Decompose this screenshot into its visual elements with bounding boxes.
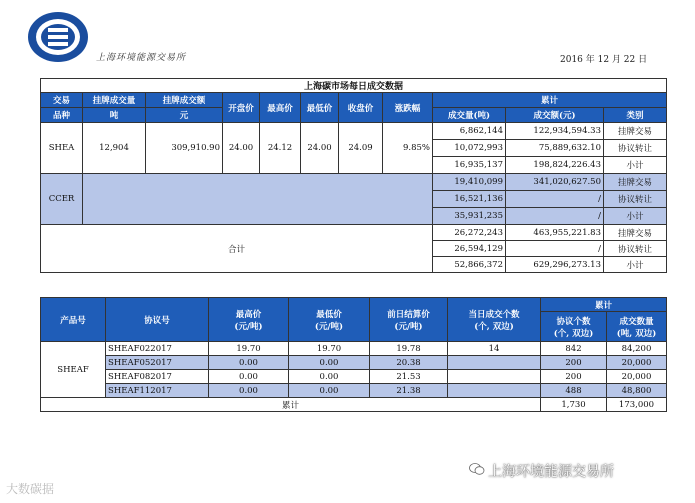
shea-low: 24.00 [301,123,339,174]
total-amount-2: 629,296,273.13 [506,257,604,273]
col-contract-count: 协议个数 (个, 双边) [541,312,607,342]
shea-amount-1: 75,889,632.10 [506,140,604,157]
ccer-category-0: 挂牌交易 [604,174,667,191]
shea-amount-2: 198,824,226.43 [506,157,604,174]
forward-contract-table [40,297,667,412]
shea-category-0: 挂牌交易 [604,123,667,140]
count-1: 200 [541,356,607,370]
col-contract-no: 协议号 [106,298,209,342]
high-0: 19.70 [209,342,289,356]
shea-listed-volume: 12,904 [83,123,146,174]
col-low-price: 最低价 (元/吨) [289,298,370,342]
deals-2 [448,370,541,384]
ccer-amount-2: / [506,208,604,225]
col-cum-volume: 成交量(吨) [433,108,506,123]
col-settle-price: 前日结算价 (元/吨) [370,298,448,342]
logo-text: 上海环境能源交易所 [96,53,187,63]
col-listed-amount: 挂牌成交额 [146,93,223,108]
col-high: 最高价 [260,93,301,123]
volume-3: 48,800 [607,384,667,398]
sum-label: 累计 [41,398,541,412]
col-product-2: 品种 [41,108,83,123]
shea-name: SHEA [41,123,83,174]
low-1: 0.00 [289,356,370,370]
shea-close: 24.09 [339,123,383,174]
low-0: 19.70 [289,342,370,356]
exchange-logo-icon [22,8,94,66]
col-open: 开盘价 [223,93,260,123]
shea-volume-0: 6,862,144 [433,123,506,140]
shea-category-2: 小计 [604,157,667,174]
ccer-amount-1: / [506,191,604,208]
count-3: 488 [541,384,607,398]
contract-0: SHEAF022017 [106,342,209,356]
shea-category-1: 协议转让 [604,140,667,157]
total-volume-2: 52,866,372 [433,257,506,273]
col-daily-deals: 当日成交个数 (个, 双边) [448,298,541,342]
total-amount-1: / [506,241,604,257]
report-date: 2016 年 12 月 22 日 [560,55,648,65]
volume-2: 20,000 [607,370,667,384]
unit-amount: 元 [146,108,223,123]
total-category-1: 协议转让 [604,241,667,257]
deals-0: 14 [448,342,541,356]
sum-volume: 173,000 [607,398,667,412]
col-cumulative-2: 累计 [541,298,667,312]
shea-amount-0: 122,934,594.33 [506,123,604,140]
watermark-left: 大数碳据 [6,482,55,496]
contract-2: SHEAF082017 [106,370,209,384]
col-close: 收盘价 [339,93,383,123]
shea-volume-1: 10,072,993 [433,140,506,157]
shea-high: 24.12 [260,123,301,174]
shea-open: 24.00 [223,123,260,174]
col-listed-volume: 挂牌成交量 [83,93,146,108]
watermark-right: 上海环境能源交易所 [488,464,614,480]
unit-volume: 吨 [83,108,146,123]
col-cum-amount: 成交额(元) [506,108,604,123]
daily-trading-table [40,78,667,273]
total-volume-1: 26,594,129 [433,241,506,257]
volume-1: 20,000 [607,356,667,370]
ccer-volume-1: 16,521,136 [433,191,506,208]
deals-3 [448,384,541,398]
shea-volume-2: 16,935,137 [433,157,506,174]
low-3: 0.00 [289,384,370,398]
col-high-price: 最高价 (元/吨) [209,298,289,342]
col-change: 涨跌幅 [383,93,433,123]
contract-1: SHEAF052017 [106,356,209,370]
settle-0: 19.78 [370,342,448,356]
settle-1: 20.38 [370,356,448,370]
count-0: 842 [541,342,607,356]
col-low: 最低价 [301,93,339,123]
shea-change: 9.85% [383,123,433,174]
count-2: 200 [541,370,607,384]
settle-3: 21.38 [370,384,448,398]
total-volume-0: 26,272,243 [433,225,506,241]
ccer-name: CCER [41,174,83,225]
high-2: 0.00 [209,370,289,384]
wechat-icon [469,462,485,476]
ccer-category-1: 协议转让 [604,191,667,208]
col-product-no: 产品号 [41,298,106,342]
col-category: 类别 [604,108,667,123]
shea-listed-amount: 309,910.90 [146,123,223,174]
col-trade-volume: 成交数量 (吨, 双边) [607,312,667,342]
deals-1 [448,356,541,370]
total-amount-0: 463,955,221.83 [506,225,604,241]
total-label: 合计 [41,225,433,273]
total-category-2: 小计 [604,257,667,273]
ccer-volume-0: 19,410,099 [433,174,506,191]
col-cumulative: 累计 [433,93,667,108]
ccer-empty [83,174,433,225]
high-1: 0.00 [209,356,289,370]
ccer-amount-0: 341,020,627.50 [506,174,604,191]
settle-2: 21.53 [370,370,448,384]
table-title: 上海碳市场每日成交数据 [41,79,667,93]
product-sheaf: SHEAF [41,342,106,398]
col-product: 交易 [41,93,83,108]
high-3: 0.00 [209,384,289,398]
total-category-0: 挂牌交易 [604,225,667,241]
ccer-category-2: 小计 [604,208,667,225]
volume-0: 84,200 [607,342,667,356]
sum-count: 1,730 [541,398,607,412]
contract-3: SHEAF112017 [106,384,209,398]
low-2: 0.00 [289,370,370,384]
ccer-volume-2: 35,931,235 [433,208,506,225]
